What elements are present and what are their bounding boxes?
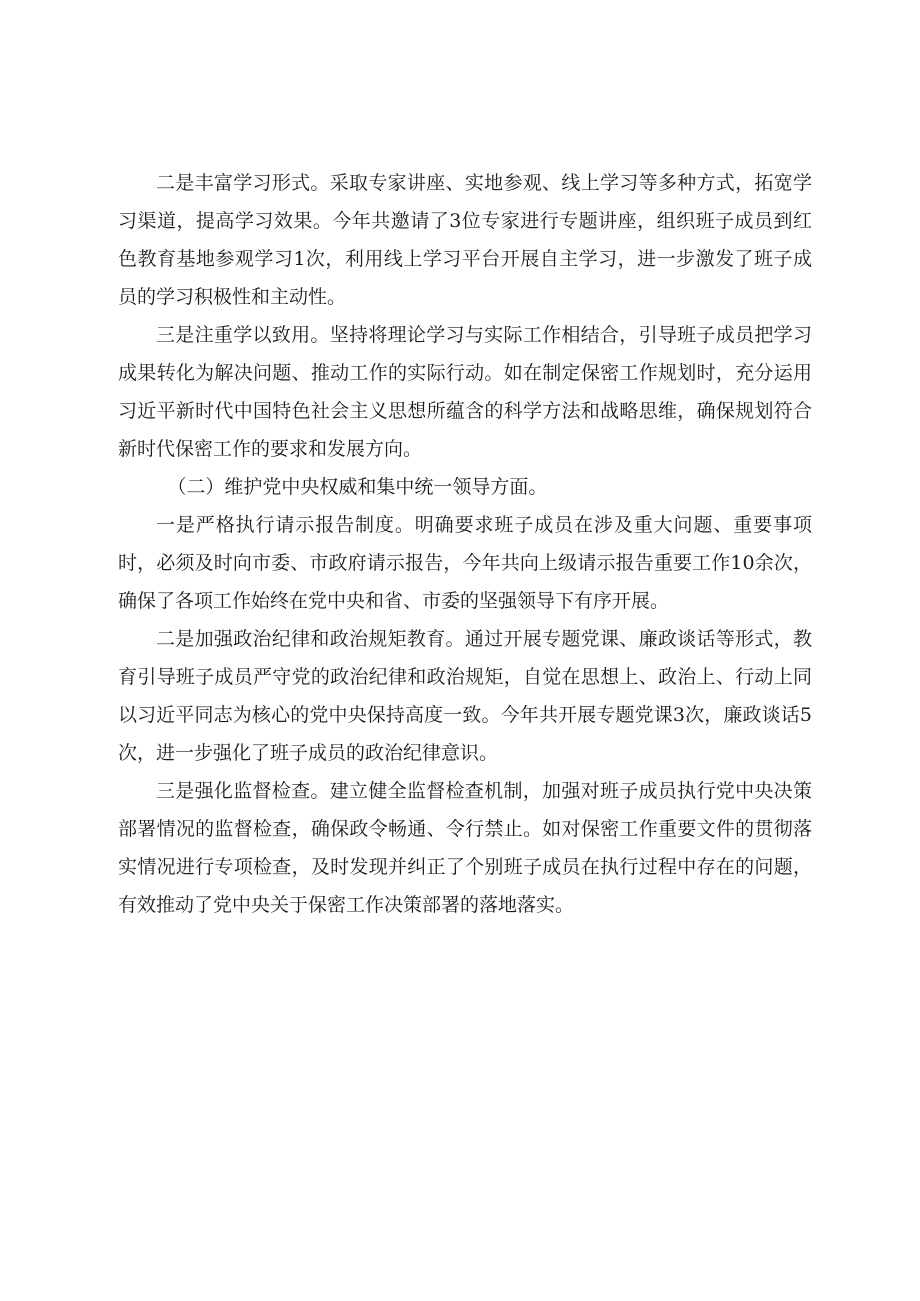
paragraph-reporting-system: 一是严格执行请示报告制度。明确要求班子成员在涉及重大问题、重要事项时，必须及时向市委、市政府请示报告，今年共向上级请示报告重要工作10余次，确保了各项工作始终在党中央和省、市委的坚强领导下有序开展。 <box>118 514 812 612</box>
paragraph-enrich-learning-forms: 二是丰富学习形式。采取专家讲座、实地参观、线上学习等多种方式，拓宽学习渠道，提高学习效果。今年共邀请了3位专家进行专题讲座，组织班子成员到红色教育基地参观学习1次，利用线上学习平台开展自主学习，进一步激发了班子成员的学习积极性和主动性。 <box>118 172 812 308</box>
paragraph-apply-learning: 三是注重学以致用。坚持将理论学习与实际工作相结合，引导班子成员把学习成果转化为解决问题、推动工作的实际行动。如在制定保密工作规划时，充分运用习近平新时代中国特色社会主义思想所蕴含的科学方法和战略思维，确保规划符合新时代保密工作的要求和发展方向。 <box>118 324 812 460</box>
paragraph-political-discipline: 二是加强政治纪律和政治规矩教育。通过开展专题党课、廉政谈话等形式，教育引导班子成员严守党的政治纪律和政治规矩，自觉在思想上、政治上、行动上同以习近平同志为核心的党中央保持高度一致。今年共开展专题党课3次，廉政谈话5次，进一步强化了班子成员的政治纪律意识。 <box>118 628 812 764</box>
section-heading-party-authority: （二）维护党中央权威和集中统一领导方面。 <box>167 476 548 498</box>
document-body <box>118 164 812 924</box>
paragraph-supervision: 三是强化监督检查。建立健全监督检查机制，加强对班子成员执行党中央决策部署情况的监督检查，确保政令畅通、令行禁止。如对保密工作重要文件的贯彻落实情况进行专项检查，及时发现并纠正了个别班子成员在执行过程中存在的问题，有效推动了党中央关于保密工作决策部署的落地落实。 <box>118 780 812 916</box>
